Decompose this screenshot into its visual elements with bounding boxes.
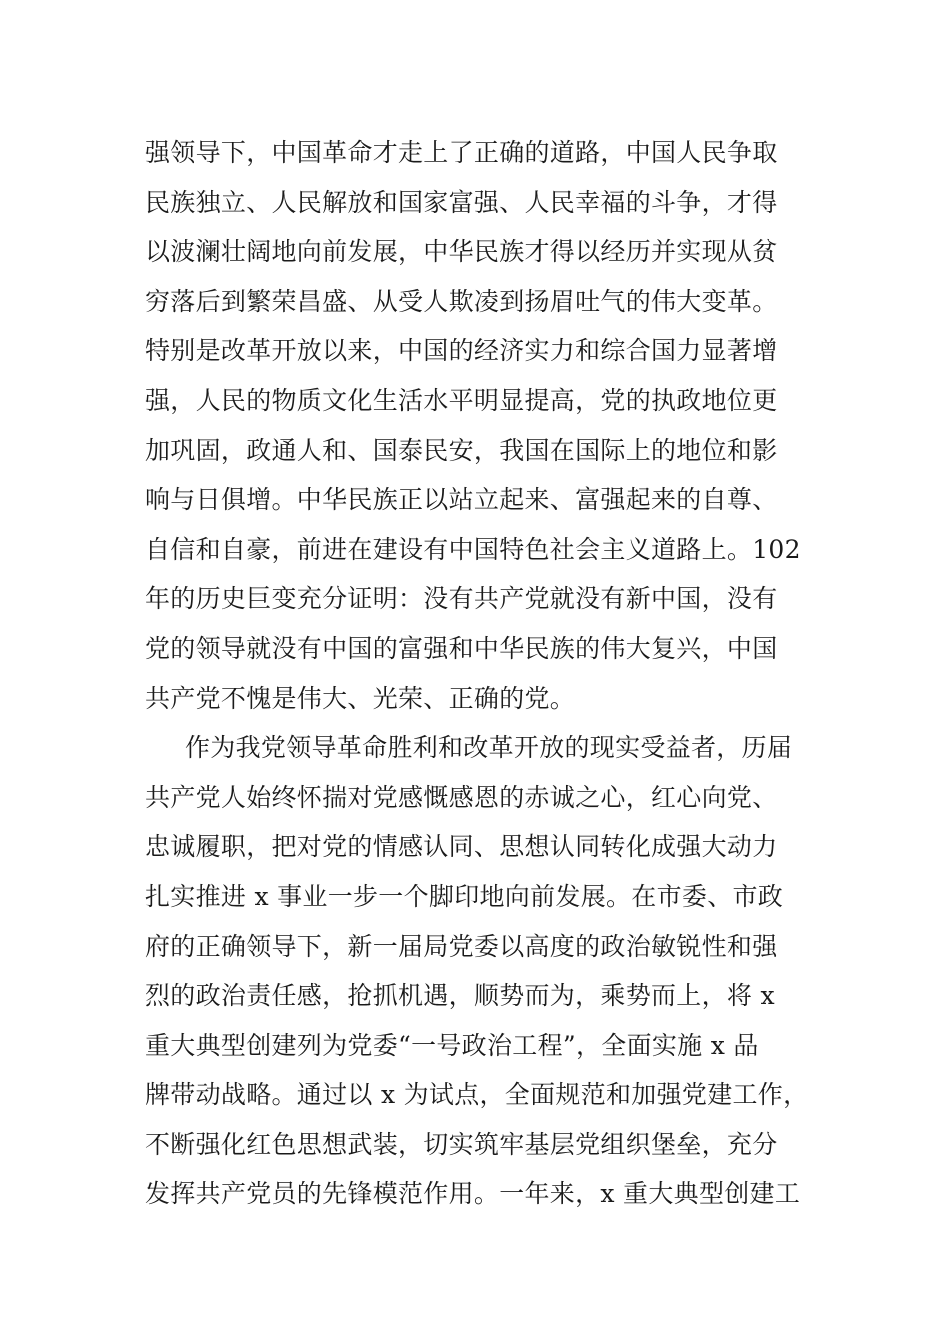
paragraph-start-line: 作为我党领导革命胜利和改革开放的现实受益者，历届	[185, 733, 793, 763]
text-line: 府的正确领导下，新一届局党委以高度的政治敏锐性和强	[145, 931, 778, 961]
text-line: 共产党不愧是伟大、光荣、正确的党。	[145, 683, 576, 713]
text-line: 年的历史巨变充分证明：没有共产党就没有新中国，没有	[145, 584, 778, 614]
text-line: 特别是改革开放以来，中国的经济实力和综合国力显著增	[145, 336, 778, 366]
text-line: 强领导下，中国革命才走上了正确的道路，中国人民争取	[145, 138, 778, 167]
text-line: 穷落后到繁荣昌盛、从受人欺凌到扬眉吐气的伟大变革。	[145, 286, 778, 316]
text-line: 以波澜壮阔地向前发展，中华民族才得以经历并实现从贫	[145, 237, 778, 267]
text-line: 扎实推进 x 事业一步一个脚印地向前发展。在市委、市政	[145, 881, 784, 911]
text-line: 强，人民的物质文化生活水平明显提高，党的执政地位更	[145, 385, 778, 415]
text-line: 自信和自豪，前进在建设有中国特色社会主义道路上。102	[145, 534, 801, 564]
text-line: 烈的政治责任感，抢抓机遇，顺势而为，乘势而上，将 x	[145, 981, 775, 1011]
body-text	[145, 128, 825, 1219]
text-line: 党的领导就没有中国的富强和中华民族的伟大复兴，中国	[145, 633, 778, 663]
text-line: 民族独立、人民解放和国家富强、人民幸福的斗争，才得	[145, 187, 778, 217]
text-line: 重大典型创建列为党委“一号政治工程”，全面实施 x 品	[145, 1030, 759, 1060]
text-line: 响与日俱增。中华民族正以站立起来、富强起来的自尊、	[145, 485, 778, 515]
text-line: 忠诚履职，把对党的情感认同、思想认同转化成强大动力	[145, 832, 778, 862]
text-line: 共产党人始终怀揣对党感慨感恩的赤诚之心，红心向党、	[145, 782, 778, 812]
text-line: 加巩固，政通人和、国泰民安，我国在国际上的地位和影	[145, 435, 778, 465]
text-line: 牌带动战略。通过以 x 为试点，全面规范和加强党建工作，	[145, 1080, 809, 1110]
text-line: 不断强化红色思想武装，切实筑牢基层党组织堡垒，充分	[145, 1129, 778, 1159]
text-line: 发挥共产党员的先锋模范作用。一年来，x 重大典型创建工	[145, 1179, 801, 1209]
